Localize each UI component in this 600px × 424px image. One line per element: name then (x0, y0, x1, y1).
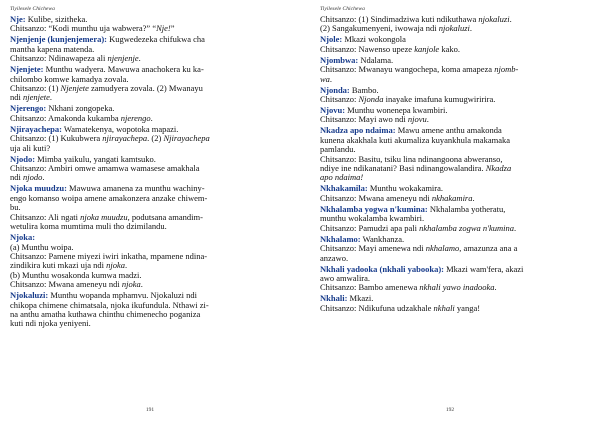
entry-line (320, 194, 584, 203)
entry-text: kunena akakhala kuti akumaliza kuyankhula makamaka (320, 135, 510, 145)
example-word: Njenjete (60, 84, 89, 94)
entry-line (10, 35, 288, 44)
entry-line (320, 24, 584, 33)
entry-text: chilombo komwe kamadya zovala. (10, 74, 129, 84)
entry-line (10, 24, 288, 33)
entry-text: Kugwedezeka chifukwa cha (107, 35, 205, 45)
dictionary-entry (10, 125, 288, 153)
headword: Njokaluzi: (10, 291, 49, 301)
example-word: kanjole (414, 44, 440, 54)
entry-text: Nkhani zongopeka. (46, 104, 115, 114)
running-head: Tiyilesele Chichewa (320, 6, 365, 12)
entry-line (320, 224, 584, 233)
entry-line (10, 203, 288, 212)
dictionary-entry (10, 65, 288, 103)
entry-line (320, 95, 584, 104)
entry-line (10, 233, 288, 242)
headword: Njodo: (10, 154, 36, 164)
example-word: njoka muudzu (80, 212, 128, 222)
entry-text: Wamatekenya, wopotoka mapazi. (61, 124, 179, 134)
entry-text: Chitsanzo: Pamene miyezi iwiri inkatha, mpamene ndina- (10, 251, 208, 261)
entry-text: Bambo. (349, 85, 379, 95)
entry-text: chikopa chimene chimatsala, njoka ikufundula. Nthawi zi- (10, 300, 209, 310)
headword: Njonda: (320, 85, 350, 95)
entry-text: . (494, 283, 497, 293)
entry-text: engo komanso woipa amene amakonzera anzake chiwem- (10, 193, 208, 203)
entry-line (10, 155, 288, 164)
entry-line (10, 45, 288, 54)
entry-text: Chitsanzo: Pamudzi apa pali (320, 223, 420, 233)
entry-line (10, 222, 288, 231)
entry-text: anzawo. (320, 253, 349, 263)
example-word: njokaluzi (438, 24, 470, 34)
example-word: Njonda (358, 95, 384, 105)
entry-text: Chitsanzo: Ndinawapeza ali (10, 54, 108, 64)
example-word: njoka (106, 261, 125, 271)
dictionary-entries (320, 15, 584, 313)
headword: Nkhalamba yogwa n'kumina: (320, 204, 428, 214)
entry-text: Chitsanzo: Mayi awo ndi (320, 115, 408, 125)
entry-line (320, 184, 584, 193)
entry-line (320, 173, 584, 182)
example-word: njomb- (494, 65, 519, 75)
entry-line (10, 271, 288, 280)
entry-text: pamlandu. (320, 145, 356, 155)
entry-text: ndi (10, 173, 23, 183)
entry-text: wetulira koma mumtima muli tho dzimilandu. (10, 222, 167, 232)
dictionary-entry (320, 235, 584, 263)
example-word: njokaluzi (478, 15, 510, 24)
entry-text: (b) Munthu wosakonda kumwa madzi. (10, 270, 142, 280)
entry-line (10, 173, 288, 182)
entry-text: . (138, 54, 141, 64)
entry-line (10, 291, 288, 300)
entry-line (320, 86, 584, 95)
dictionary-entry (320, 106, 584, 125)
entry-text: . (469, 24, 473, 34)
entry-text: Chitsanzo: Ndikufuna udzakhale (320, 303, 434, 313)
dictionary-entry (320, 15, 584, 34)
entry-line (10, 93, 288, 102)
entry-text: bu. (10, 203, 21, 213)
entry-text: . (2) (147, 134, 164, 144)
page-number: 191 (145, 407, 155, 413)
entry-text: . (140, 280, 143, 290)
dictionary-entry (10, 233, 288, 289)
headword: Njenjete: (10, 65, 44, 75)
entry-line (320, 75, 584, 84)
entry-text: . (150, 113, 153, 123)
entry-text: . (329, 74, 333, 84)
entry-line (10, 319, 288, 328)
dictionary-entry (320, 205, 584, 233)
entry-line (320, 155, 584, 164)
entry-text: , podutsana amandim- (127, 212, 203, 222)
entry-line (320, 56, 584, 65)
entry-line (10, 252, 288, 261)
entry-text: mantha kapena matenda. (10, 44, 95, 54)
entry-line (320, 214, 584, 223)
entry-line (320, 244, 584, 253)
entry-line (320, 115, 584, 124)
entry-text: (a) Munthu woipa. (10, 242, 74, 252)
dictionary-entry (320, 86, 584, 105)
entry-text: . (426, 115, 429, 125)
entry-text: uja ali kuti? (10, 143, 51, 153)
entry-text: zamudyera zovala. (2) Mwanayu (88, 84, 203, 94)
dictionary-entry (10, 291, 288, 329)
example-word: njirayachepa (102, 134, 148, 144)
entry-text: Mkazi wokongola (342, 35, 406, 45)
dictionary-entry (10, 184, 288, 231)
entry-line (10, 144, 288, 153)
example-word: apo ndaima! (320, 173, 364, 183)
entry-text: Wankhanza. (360, 234, 405, 244)
headword: Njoka muudzu: (10, 184, 67, 194)
entry-text: Mawuwa amanena za munthu wachiny- (66, 184, 205, 194)
entry-line (10, 261, 288, 270)
headword: Nkhali yadooka (nkhali yabooka): (320, 264, 444, 274)
dictionary-entries (10, 15, 288, 329)
entry-text: kako. (439, 44, 460, 54)
entry-text: Nkhalamba yotheratu, (427, 204, 506, 214)
entry-text: (2) Sangakumenyeni, iwowaja ndi (320, 24, 439, 34)
example-word: njenjete (23, 93, 50, 103)
entry-text: Mimba yaikulu, yangati kamtsuko. (35, 154, 156, 164)
entry-text: Chitsanzo: Ali ngati (10, 212, 81, 222)
example-word: nkhalamba zogwa n'kumina (419, 223, 514, 233)
entry-line (320, 35, 584, 44)
right-page (300, 0, 600, 424)
entry-text: yanga! (454, 303, 481, 313)
entry-text: Chitsanzo: (1) Kukubwera (10, 134, 103, 144)
entry-line (320, 15, 584, 24)
example-word: Nkadza (485, 164, 512, 174)
entry-text: Chitsanzo: Mwana ameneyu ndi (320, 193, 432, 203)
entry-line (320, 136, 584, 145)
example-word: njerengo (120, 113, 151, 123)
dictionary-entry (320, 294, 584, 313)
entry-text: Mkazi. (347, 294, 374, 304)
example-word: nkhakamira (431, 193, 473, 203)
headword: Njerengo: (10, 104, 47, 114)
entry-text: Chitsanzo: Mayi amenewa ndi (320, 244, 426, 254)
dictionary-entry (320, 184, 584, 203)
entry-text: . (472, 193, 475, 203)
entry-text: na anthu amatha kuthawa chinthu chimenecho poganiza (10, 309, 201, 319)
entry-line (10, 301, 288, 310)
entry-line (10, 54, 288, 63)
headword: Njole: (320, 35, 343, 45)
example-word: nkhalamo (425, 244, 460, 254)
entry-line (10, 134, 288, 143)
entry-text: Chitsanzo: (1) (10, 84, 61, 94)
entry-text: Ndalama. (358, 55, 394, 65)
entry-text: Chitsanzo: Amakonda kukamba (10, 113, 121, 123)
entry-line (320, 294, 584, 303)
entry-text: Chitsanzo: Mwanayu wangochepa, koma amapeza (320, 65, 495, 75)
entry-text: Kulibe, sizitheka. (25, 15, 88, 24)
entry-text: Chitsanzo: Ambiri omwe amamwa wamasese amakhala (10, 164, 200, 174)
entry-text: Mawu amene anthu amakonda (395, 126, 502, 136)
example-word: njenjenje (107, 54, 139, 64)
headword: Njombwa: (320, 55, 359, 65)
entry-text: Chitsanzo: Nawenso upeze (320, 44, 415, 54)
entry-text: ndi (10, 93, 23, 103)
headword: Nje: (10, 15, 26, 24)
headword: Nkadza apo ndaima: (320, 126, 396, 136)
entry-text: , amazunza ana a (459, 244, 518, 254)
entry-text: Munthu wopanda mphamvu. Njokaluzi ndi (48, 291, 197, 301)
entry-line (320, 304, 584, 313)
entry-line (320, 274, 584, 283)
entry-line (10, 184, 288, 193)
entry-line (10, 75, 288, 84)
example-word: Njirayachepa (163, 134, 210, 144)
entry-text: Chitsanzo: (1) Sindimadziwa kuti ndikuthawa (320, 15, 479, 24)
entry-line (10, 243, 288, 252)
page-number: 192 (445, 407, 455, 413)
entry-text: Munthu wadyera. Mawuwa anachokera ku ka- (43, 65, 204, 75)
entry-line (320, 235, 584, 244)
dictionary-entry (320, 35, 584, 54)
example-word: nkhali yawo inadooka (419, 283, 495, 293)
entry-line (10, 213, 288, 222)
entry-text: Chitsanzo: “Kodi munthu uja wabwera?” “ (10, 24, 157, 34)
headword: Njoka: (10, 233, 36, 243)
headword: Njirayachepa: (10, 124, 62, 134)
dictionary-entry (10, 104, 288, 123)
dictionary-entry (320, 265, 584, 293)
entry-line (10, 84, 288, 93)
headword: Njovu: (320, 106, 346, 116)
entry-line (10, 104, 288, 113)
entry-text: inayake imafuna kumugwiririra. (383, 95, 496, 105)
entry-line (320, 45, 584, 54)
headword: Nkhali: (320, 294, 348, 304)
entry-line (10, 15, 288, 24)
entry-text: kuti ndi njoka yeniyeni. (10, 319, 91, 329)
example-word: njodo (23, 173, 43, 183)
entry-line (10, 164, 288, 173)
entry-text: . (49, 93, 53, 103)
entry-line (320, 265, 584, 274)
entry-line (10, 194, 288, 203)
example-word: njovu (407, 115, 427, 125)
entry-line (10, 125, 288, 134)
example-word: wa (320, 74, 330, 84)
dictionary-entry (10, 15, 288, 34)
entry-line (320, 126, 584, 135)
dictionary-entry (320, 126, 584, 182)
entry-text: Chitsanzo: (320, 95, 359, 105)
entry-text: . (514, 223, 517, 233)
example-word: Nje! (156, 24, 171, 34)
entry-line (320, 164, 584, 173)
headword: Njenjenje (kunjenjemera): (10, 35, 108, 45)
entry-line (10, 280, 288, 289)
entry-line (320, 205, 584, 214)
entry-line (10, 65, 288, 74)
headword: Nkhalamo: (320, 234, 361, 244)
dictionary-entry (320, 56, 584, 84)
entry-text: . (42, 173, 45, 183)
entry-text: Chitsanzo: Bambo amenewa (320, 283, 420, 293)
entry-line (320, 254, 584, 263)
entry-line (320, 106, 584, 115)
entry-text: Munthu wonenepa kwambiri. (345, 106, 448, 116)
entry-line (320, 145, 584, 154)
entry-text: Chitsanzo: Mwana ameneyu ndi (10, 280, 122, 290)
entry-line (10, 310, 288, 319)
headword: Nkhakamila: (320, 184, 368, 194)
dictionary-entry (10, 35, 288, 63)
entry-text: ” (170, 24, 175, 34)
entry-text: Chitsanzo: Basitu, tsiku lina ndinangoona abweranso, (320, 154, 503, 164)
entry-text: zindikira kuti mkazi uja ndi (10, 261, 107, 271)
entry-line (10, 114, 288, 123)
running-head: Tiyilesele Chichewa (10, 6, 55, 12)
dictionary-entry (10, 155, 288, 183)
example-word: nkhali (433, 303, 455, 313)
entry-line (320, 65, 584, 74)
example-word: njoka (121, 280, 141, 290)
entry-line (320, 283, 584, 292)
entry-text: Munthu wokakamira. (367, 184, 444, 194)
entry-text: munthu wokalamba kwambiri. (320, 214, 425, 224)
entry-text: Mkazi wam'fera, akazi (444, 264, 524, 274)
entry-text: . (124, 261, 128, 271)
entry-text: awo amwalira. (320, 273, 371, 283)
entry-text: ndiye ine ndikanatani? Basi ndinangowalandira. (320, 164, 486, 174)
entry-text: . (509, 15, 512, 24)
